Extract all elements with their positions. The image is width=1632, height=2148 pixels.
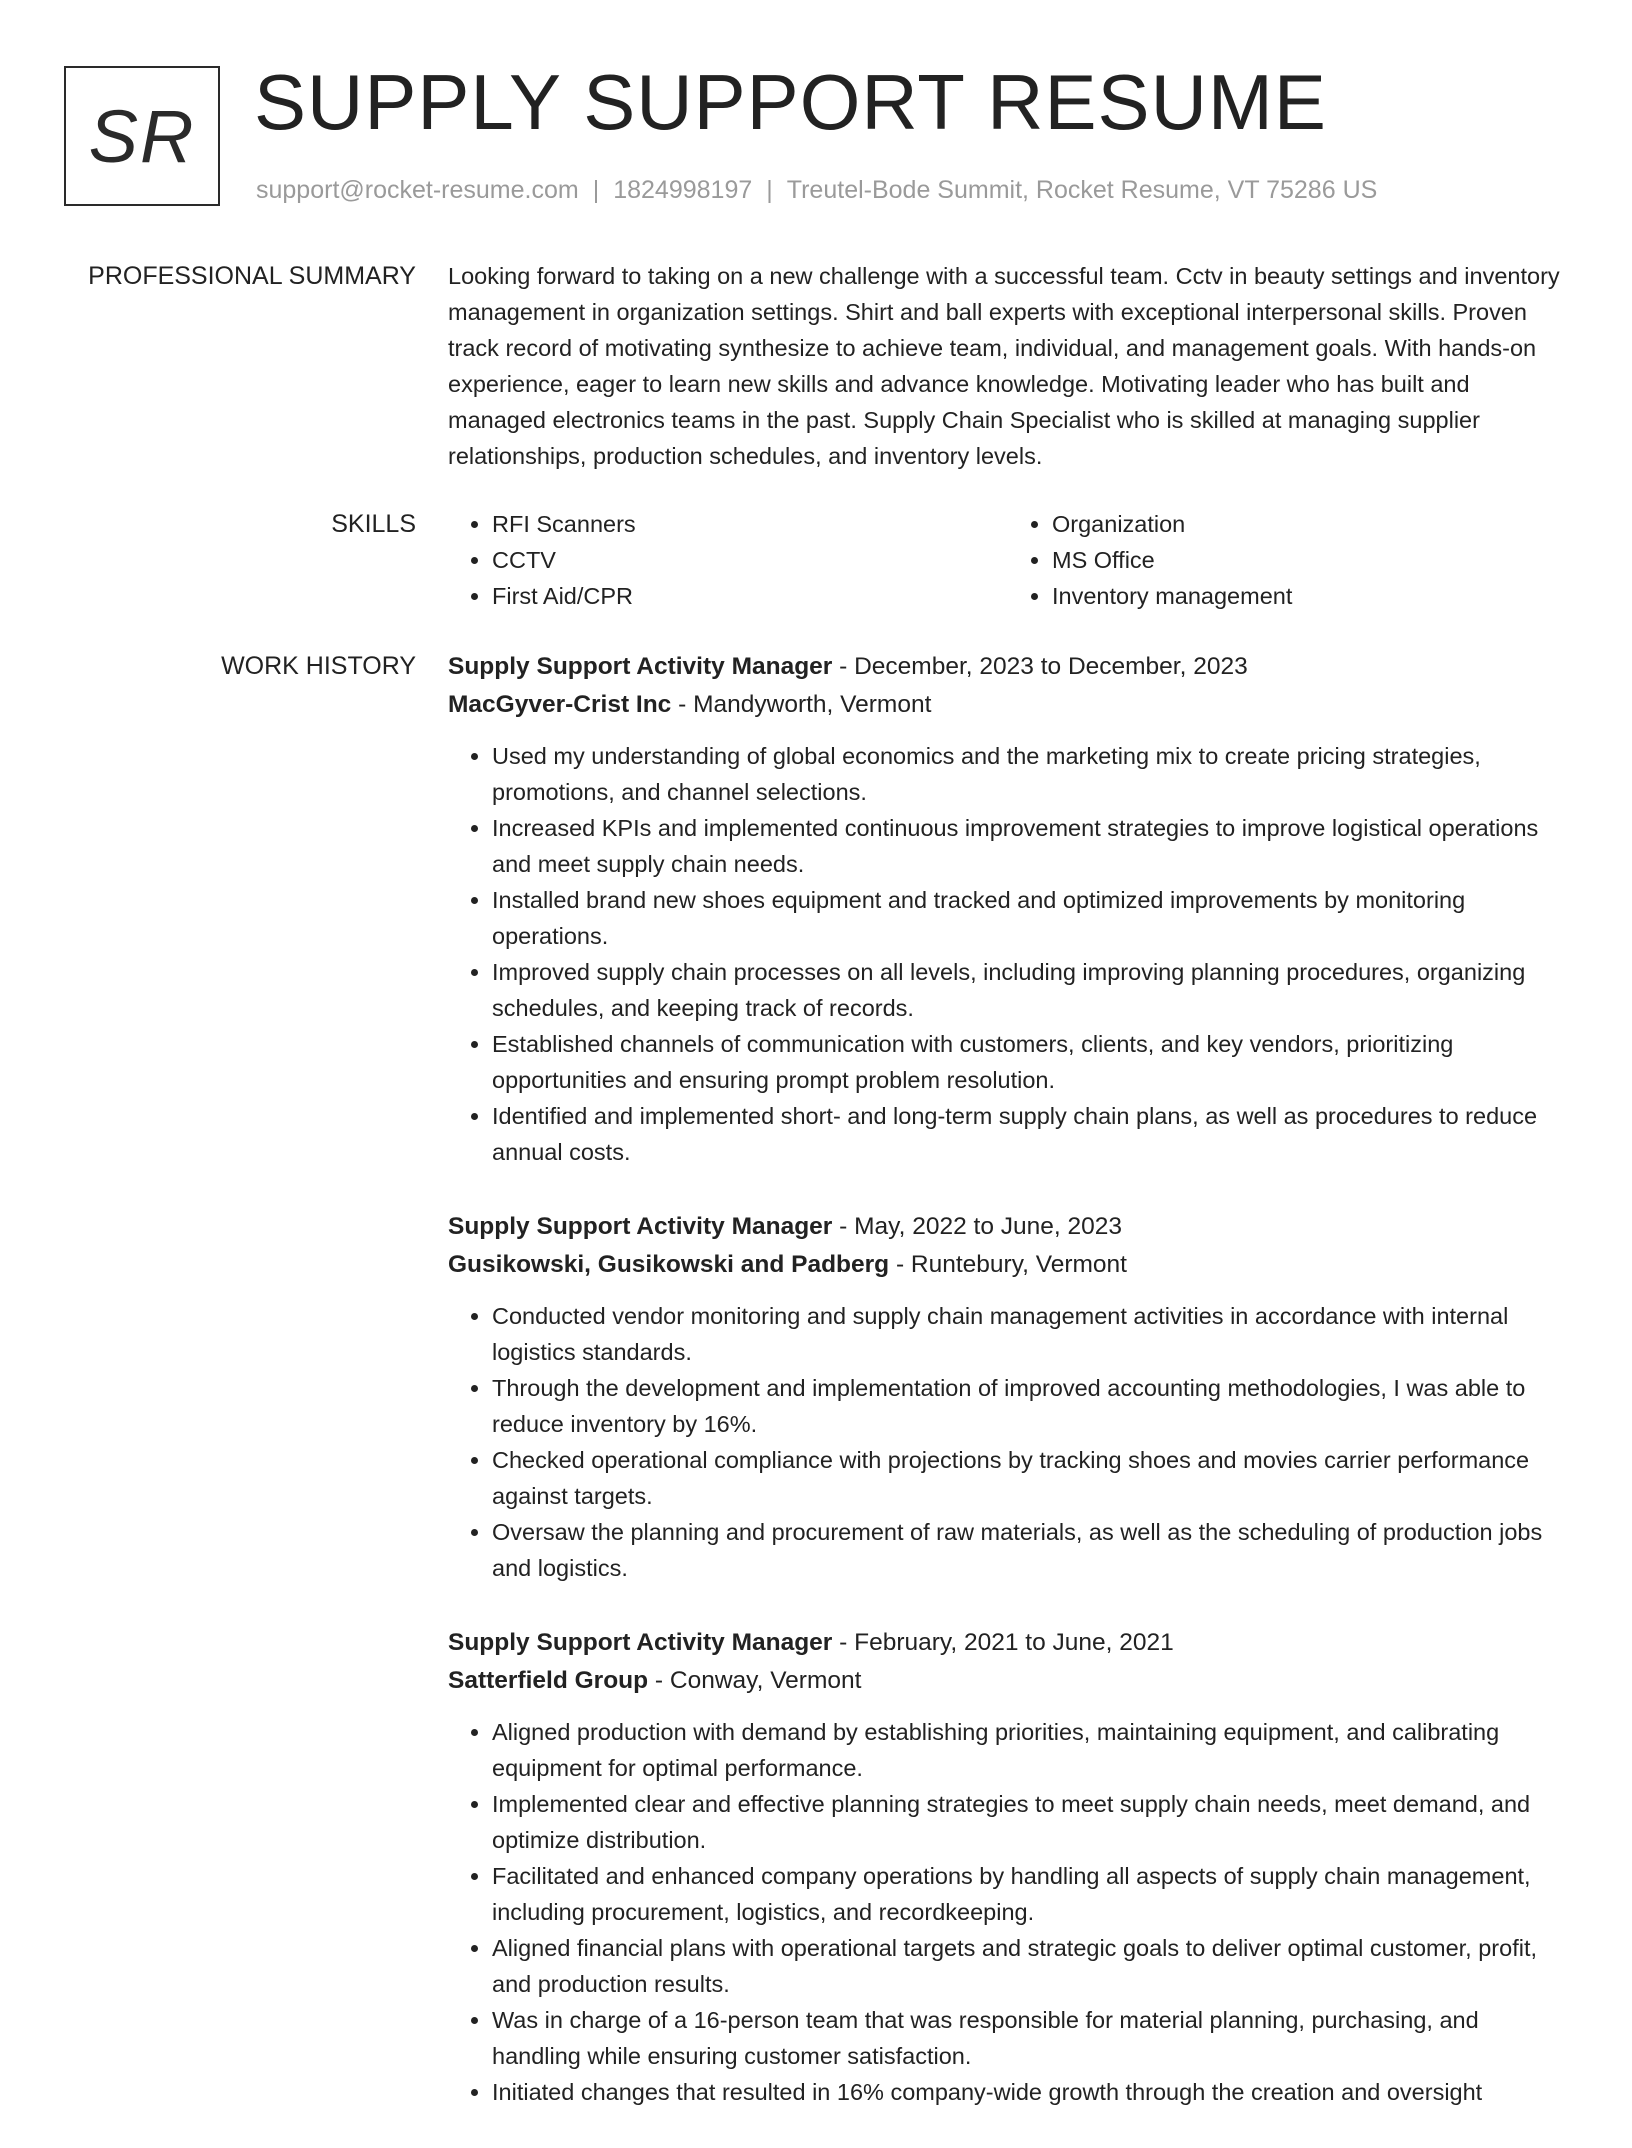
contact-line: [256, 172, 1377, 208]
monogram-initials: SR: [88, 94, 196, 178]
work-history-body: [448, 648, 1568, 2148]
job-title: Supply Support Activity Manager: [448, 1629, 833, 1656]
job-bullet: • Through the development and implementation of improved accounting methodologies, I was able to reduce inventory by 16%.: [492, 1370, 1568, 1442]
job-location: - Conway, Vermont: [648, 1667, 862, 1694]
job-bullet: • Improved supply chain processes on all levels, including improving planning procedures, organizing schedules, and keeping track of records.: [492, 954, 1568, 1026]
job-dates: - May, 2022 to June, 2023: [832, 1213, 1122, 1240]
job-bullets: [448, 1298, 1568, 1586]
job-location: - Mandyworth, Vermont: [671, 691, 932, 718]
summary-body: [448, 258, 1568, 474]
job-company-line: [448, 686, 1568, 724]
job-company: Gusikowski, Gusikowski and Padberg: [448, 1251, 890, 1278]
contact-email: support@rocket-resume.com: [256, 176, 579, 204]
job-bullet: • Facilitated and enhanced company operations by handling all aspects of supply chain management, including procurement, logistics, and recordkeeping.: [492, 1858, 1568, 1930]
job-company-line: [448, 1662, 1568, 1700]
job-bullet: • Identified and implemented short- and long-term supply chain plans, as well as procedures to reduce annual costs.: [492, 1098, 1568, 1170]
job-title: Supply Support Activity Manager: [448, 653, 833, 680]
job-bullet: • Implemented clear and effective planning strategies to meet supply chain needs, meet demand, and optimize distribution.: [492, 1786, 1568, 1858]
job-bullet: • Initiated changes that resulted in 16% company-wide growth through the creation and oversight: [492, 2074, 1568, 2110]
job-bullet: • Established channels of communication with customers, clients, and key vendors, prioritizing opportunities and ensuring prompt problem resolution.: [492, 1026, 1568, 1098]
job-company: MacGyver-Crist Inc: [448, 691, 672, 718]
section-label-summary: PROFESSIONAL SUMMARY: [88, 262, 416, 290]
job-company-line: [448, 1246, 1568, 1284]
contact-phone: 1824998197: [613, 176, 753, 204]
job-bullet: • Conducted vendor monitoring and supply chain management activities in accordance with internal logistics standards.: [492, 1298, 1568, 1370]
job-entry: [448, 648, 1568, 1170]
job-entry: [448, 1208, 1568, 1586]
job-title-line: [448, 1624, 1568, 1662]
skills-list-left: [448, 506, 1008, 614]
job-title: Supply Support Activity Manager: [448, 1213, 833, 1240]
job-entry: [448, 1624, 1568, 2110]
job-bullets: [448, 738, 1568, 1170]
contact-address: Treutel-Bode Summit, Rocket Resume, VT 75286 US: [786, 176, 1378, 204]
job-bullet: • Checked operational compliance with projections by tracking shoes and movies carrier performance against targets.: [492, 1442, 1568, 1514]
skills-body: [448, 506, 1568, 614]
skill-item: • First Aid/CPR: [492, 578, 1008, 614]
contact-separator: |: [592, 176, 600, 204]
job-dates: - December, 2023 to December, 2023: [832, 653, 1248, 680]
job-bullet: • Oversaw the planning and procurement of raw materials, as well as the scheduling of production jobs and logistics.: [492, 1514, 1568, 1586]
skills-list-right: [1008, 506, 1568, 614]
job-bullet: • Aligned production with demand by establishing priorities, maintaining equipment, and calibrating equipment for optimal performance.: [492, 1714, 1568, 1786]
skill-item: • Organization: [1052, 506, 1568, 542]
job-location: - Runtebury, Vermont: [889, 1251, 1127, 1278]
section-label-work-history: WORK HISTORY: [221, 652, 416, 680]
contact-separator: |: [766, 176, 773, 204]
summary-text: Looking forward to taking on a new challenge with a successful team. Cctv in beauty settings and inventory management in organization settings. Shirt and ball experts with exceptional interpersonal skills. Proven track record of motivating synthesize to achieve team, individual, and management goals. With hands-on experience, eager to learn new skills and advance knowledge. Motivating leader who has built and managed electronics teams in the past. Supply Chain Specialist who is skilled at managing supplier relationships, production schedules, and inventory levels.: [448, 263, 1560, 469]
job-bullet: • Aligned financial plans with operational targets and strategic goals to deliver optimal customer, profit, and production results.: [492, 1930, 1568, 2002]
job-title-line: [448, 648, 1568, 686]
skill-item: • Inventory management: [1052, 578, 1568, 614]
monogram-badge: [64, 66, 220, 206]
job-bullet: • Was in charge of a 16-person team that was responsible for material planning, purchasing, and handling while ensuring customer satisfaction.: [492, 2002, 1568, 2074]
section-label-skills: SKILLS: [331, 510, 416, 538]
job-bullet: • Used my understanding of global economics and the marketing mix to create pricing strategies, promotions, and channel selections.: [492, 738, 1568, 810]
job-bullet: • Increased KPIs and implemented continuous improvement strategies to improve logistical operations and meet supply chain needs.: [492, 810, 1568, 882]
skill-item: • MS Office: [1052, 542, 1568, 578]
job-company: Satterfield Group: [448, 1667, 649, 1694]
skill-item: • CCTV: [492, 542, 1008, 578]
job-title-line: [448, 1208, 1568, 1246]
resume-title: SUPPLY SUPPORT RESUME: [254, 58, 1327, 146]
skill-item: • RFI Scanners: [492, 506, 1008, 542]
job-dates: - February, 2021 to June, 2021: [832, 1629, 1174, 1656]
job-bullet: • Installed brand new shoes equipment and tracked and optimized improvements by monitoring operations.: [492, 882, 1568, 954]
job-bullets: [448, 1714, 1568, 2110]
